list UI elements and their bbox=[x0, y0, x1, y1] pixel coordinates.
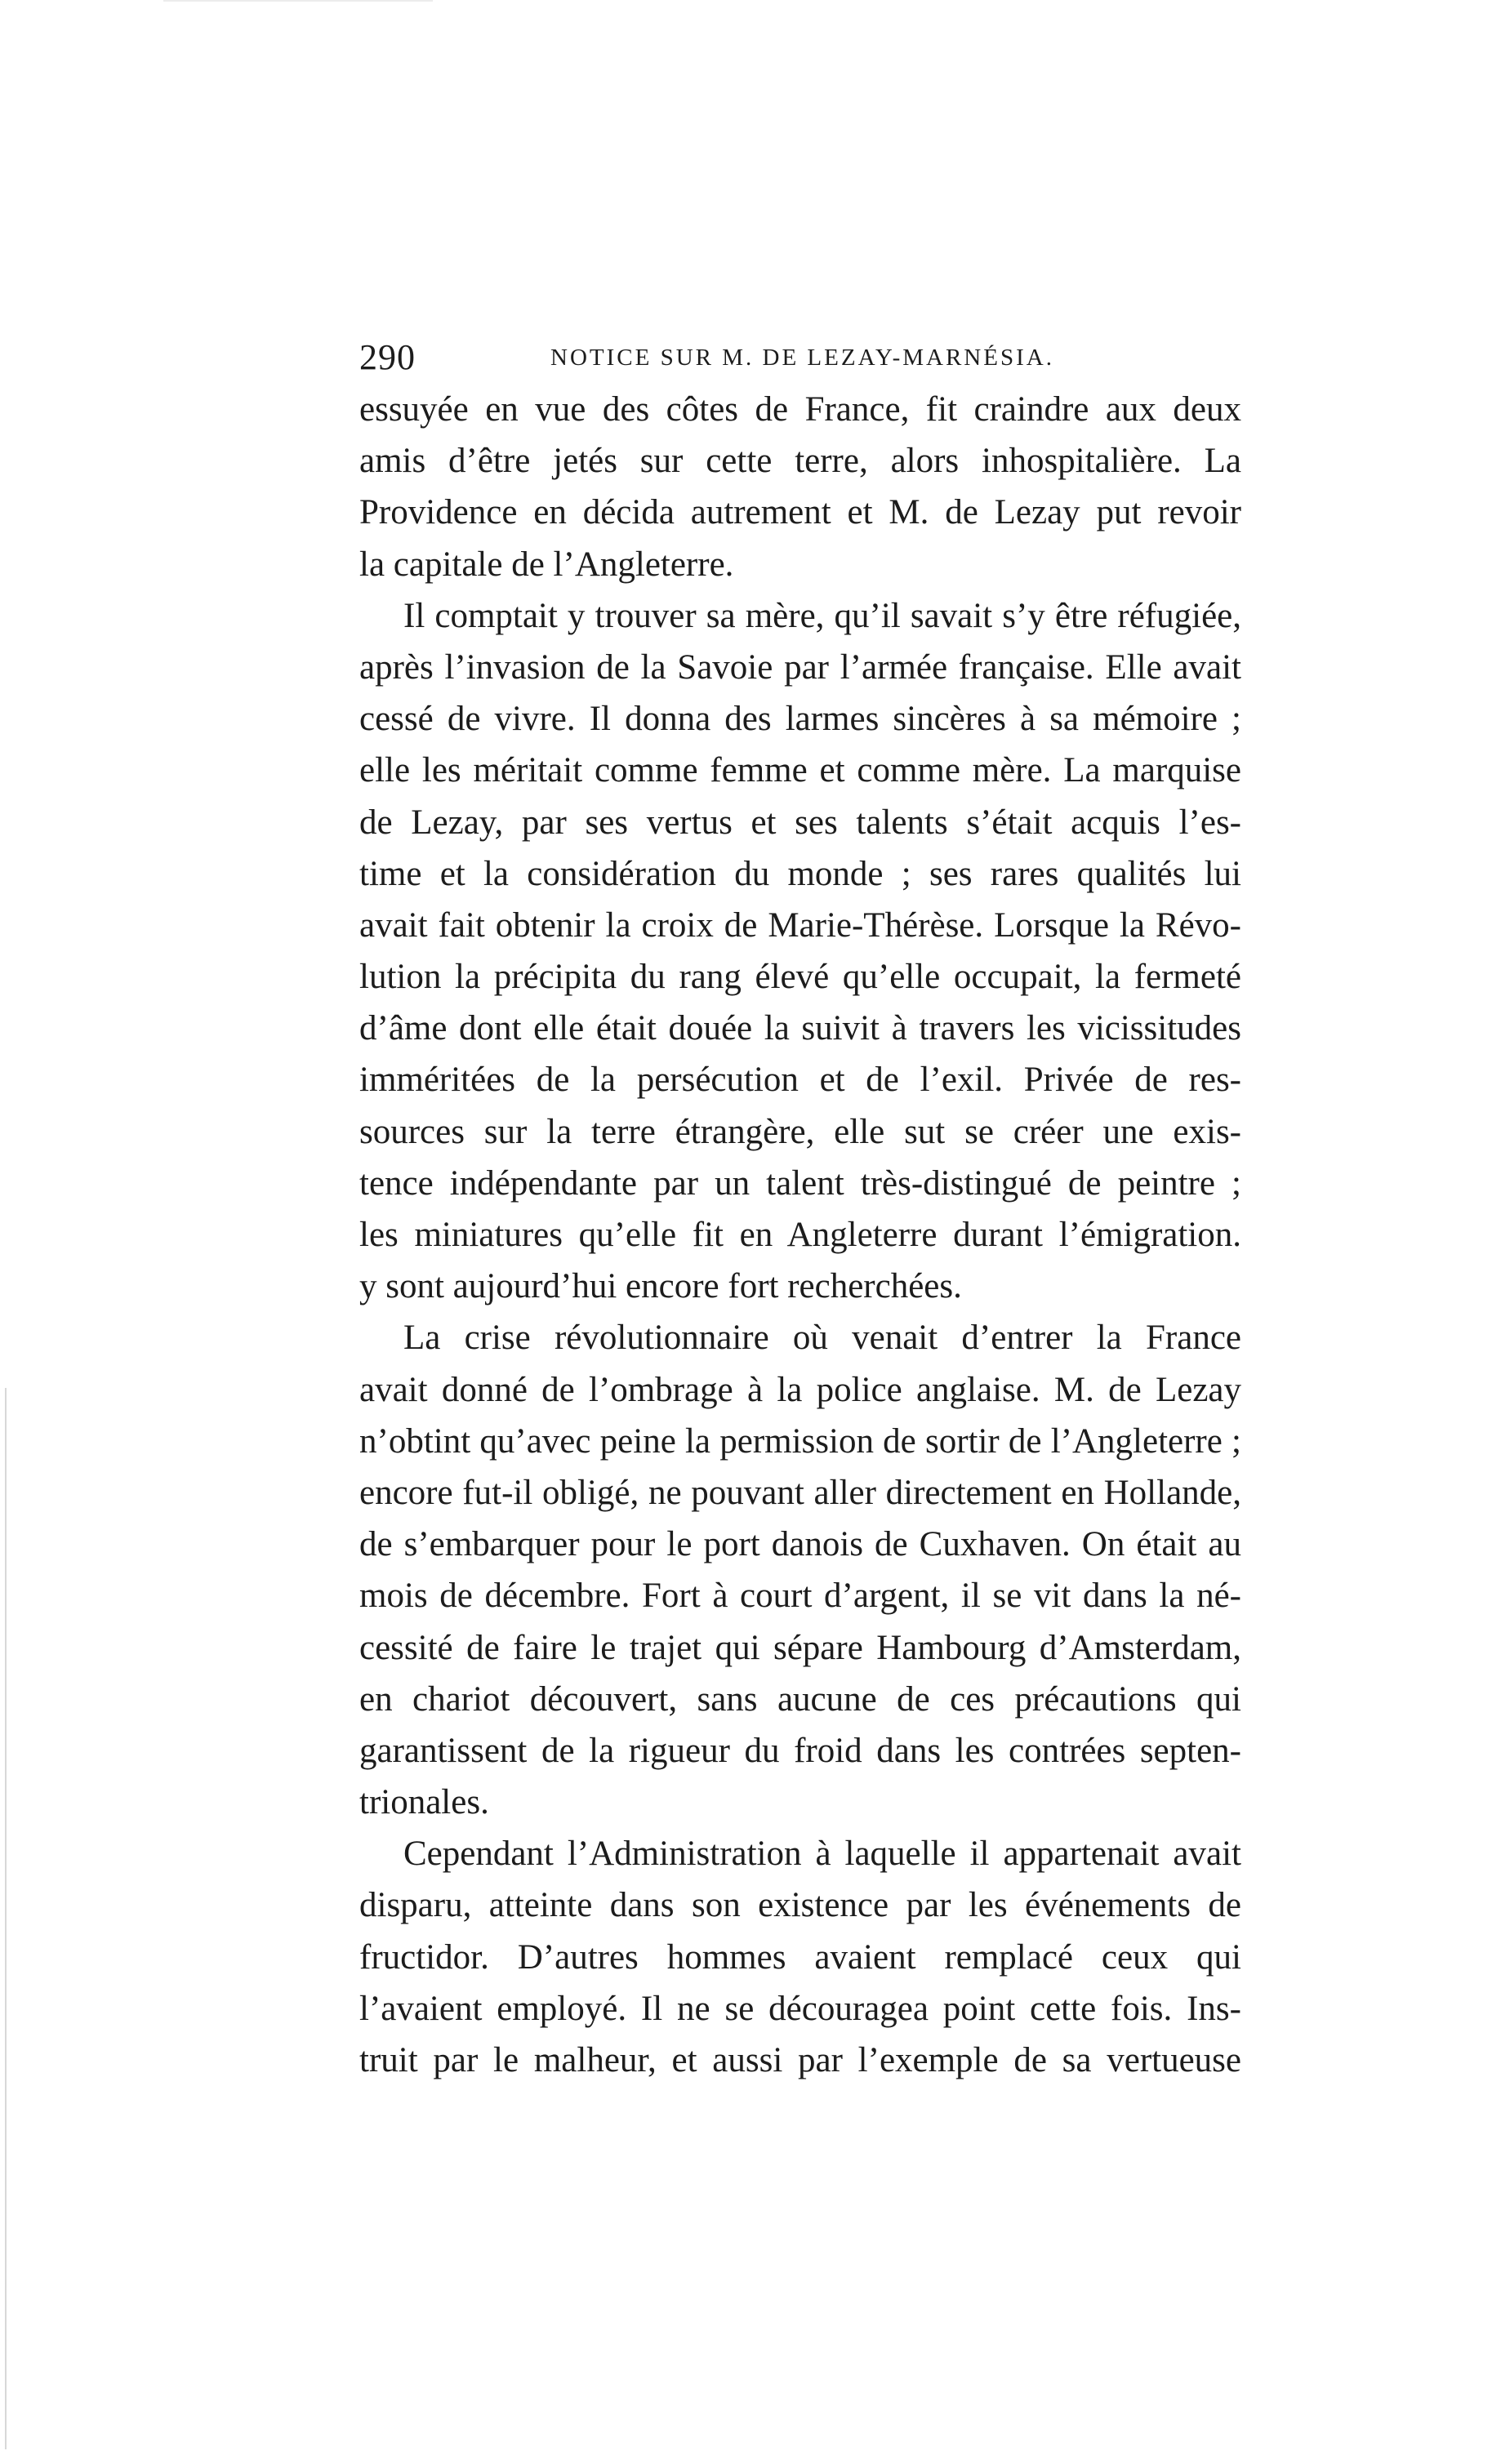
text-line: time et la considération du monde ; ses rares qualités lui bbox=[359, 854, 1241, 893]
running-header bbox=[359, 336, 1241, 382]
text-line: fructidor. D’autres hommes avaient remplacé ceux qui bbox=[359, 1937, 1241, 1977]
text-line: l’avaient employé. Il ne se découragea point cette fois. Ins- bbox=[359, 1989, 1241, 2028]
page-number: 290 bbox=[359, 337, 416, 377]
text-line: mois de décembre. Fort à court d’argent, il se vit dans la né- bbox=[359, 1577, 1241, 1616]
text-line: Providence en décida autrement et M. de Lezay put revoir bbox=[359, 493, 1241, 532]
text-line: encore fut-il obligé, ne pouvant aller directement en Hollande, bbox=[359, 1473, 1241, 1512]
text-line: elle les méritait comme femme et comme mère. La marquise bbox=[359, 751, 1241, 790]
text-line: sources sur la terre étrangère, elle sut se créer une exis- bbox=[359, 1112, 1241, 1151]
text-line: cessé de vivre. Il donna des larmes sincères à sa mémoire ; bbox=[359, 700, 1241, 739]
text-line: disparu, atteinte dans son existence par les événements de bbox=[359, 1886, 1241, 1925]
text-line: de s’embarquer pour le port danois de Cuxhaven. On était au bbox=[359, 1525, 1241, 1564]
text-line: imméritées de la persécution et de l’exil. Privée de res- bbox=[359, 1061, 1241, 1100]
text-line: Il comptait y trouver sa mère, qu’il savait s’y être réfugiée, bbox=[403, 596, 1241, 635]
text-line: de Lezay, par ses vertus et ses talents s’était acquis l’es- bbox=[359, 803, 1241, 842]
body-text bbox=[359, 384, 1241, 2086]
text-line: cessité de faire le trajet qui sépare Hambourg d’Amsterdam, bbox=[359, 1628, 1241, 1667]
scan-margin-shadow bbox=[5, 1388, 7, 2449]
text-line: n’obtint qu’avec peine la permission de sortir de l’Angleterre ; bbox=[359, 1421, 1241, 1461]
text-line: truit par le malheur, et aussi par l’exemple de sa vertueuse bbox=[359, 2041, 1241, 2079]
running-title: NOTICE SUR M. DE LEZAY-MARNÉSIA. bbox=[550, 345, 1054, 371]
text-line: d’âme dont elle était douée la suivit à travers les vicissitudes bbox=[359, 1009, 1241, 1048]
text-line: tence indépendante par un talent très-distingué de peintre ; bbox=[359, 1163, 1241, 1203]
text-line: après l’invasion de la Savoie par l’armée française. Elle avait bbox=[359, 647, 1241, 687]
text-line: amis d’être jetés sur cette terre, alors inhospitalière. La bbox=[359, 442, 1241, 481]
text-line: garantissent de la rigueur du froid dans les contrées septen- bbox=[359, 1731, 1241, 1770]
text-line: Cependant l’Administration à laquelle il appartenait avait bbox=[403, 1835, 1241, 1874]
text-line: lution la précipita du rang élevé qu’elle occupait, la fermeté bbox=[359, 958, 1241, 997]
text-line: en chariot découvert, sans aucune de ces précautions qui bbox=[359, 1679, 1241, 1719]
text-line: les miniatures qu’elle fit en Angleterre durant l’émigration. bbox=[359, 1216, 1241, 1254]
text-line: trionales. bbox=[359, 1783, 489, 1822]
text-line: La crise révolutionnaire où venait d’entrer la France bbox=[403, 1319, 1241, 1358]
scan-edge-mark bbox=[163, 0, 433, 2]
text-line: avait donné de l’ombrage à la police anglaise. M. de Lezay bbox=[359, 1370, 1241, 1409]
text-line: avait fait obtenir la croix de Marie-Thérèse. Lorsque la Révo- bbox=[359, 905, 1241, 945]
text-line: essuyée en vue des côtes de France, fit craindre aux deux bbox=[359, 390, 1241, 429]
text-line: la capitale de l’Angleterre. bbox=[359, 545, 734, 584]
text-line: y sont aujourd’hui encore fort recherchées. bbox=[359, 1267, 962, 1306]
